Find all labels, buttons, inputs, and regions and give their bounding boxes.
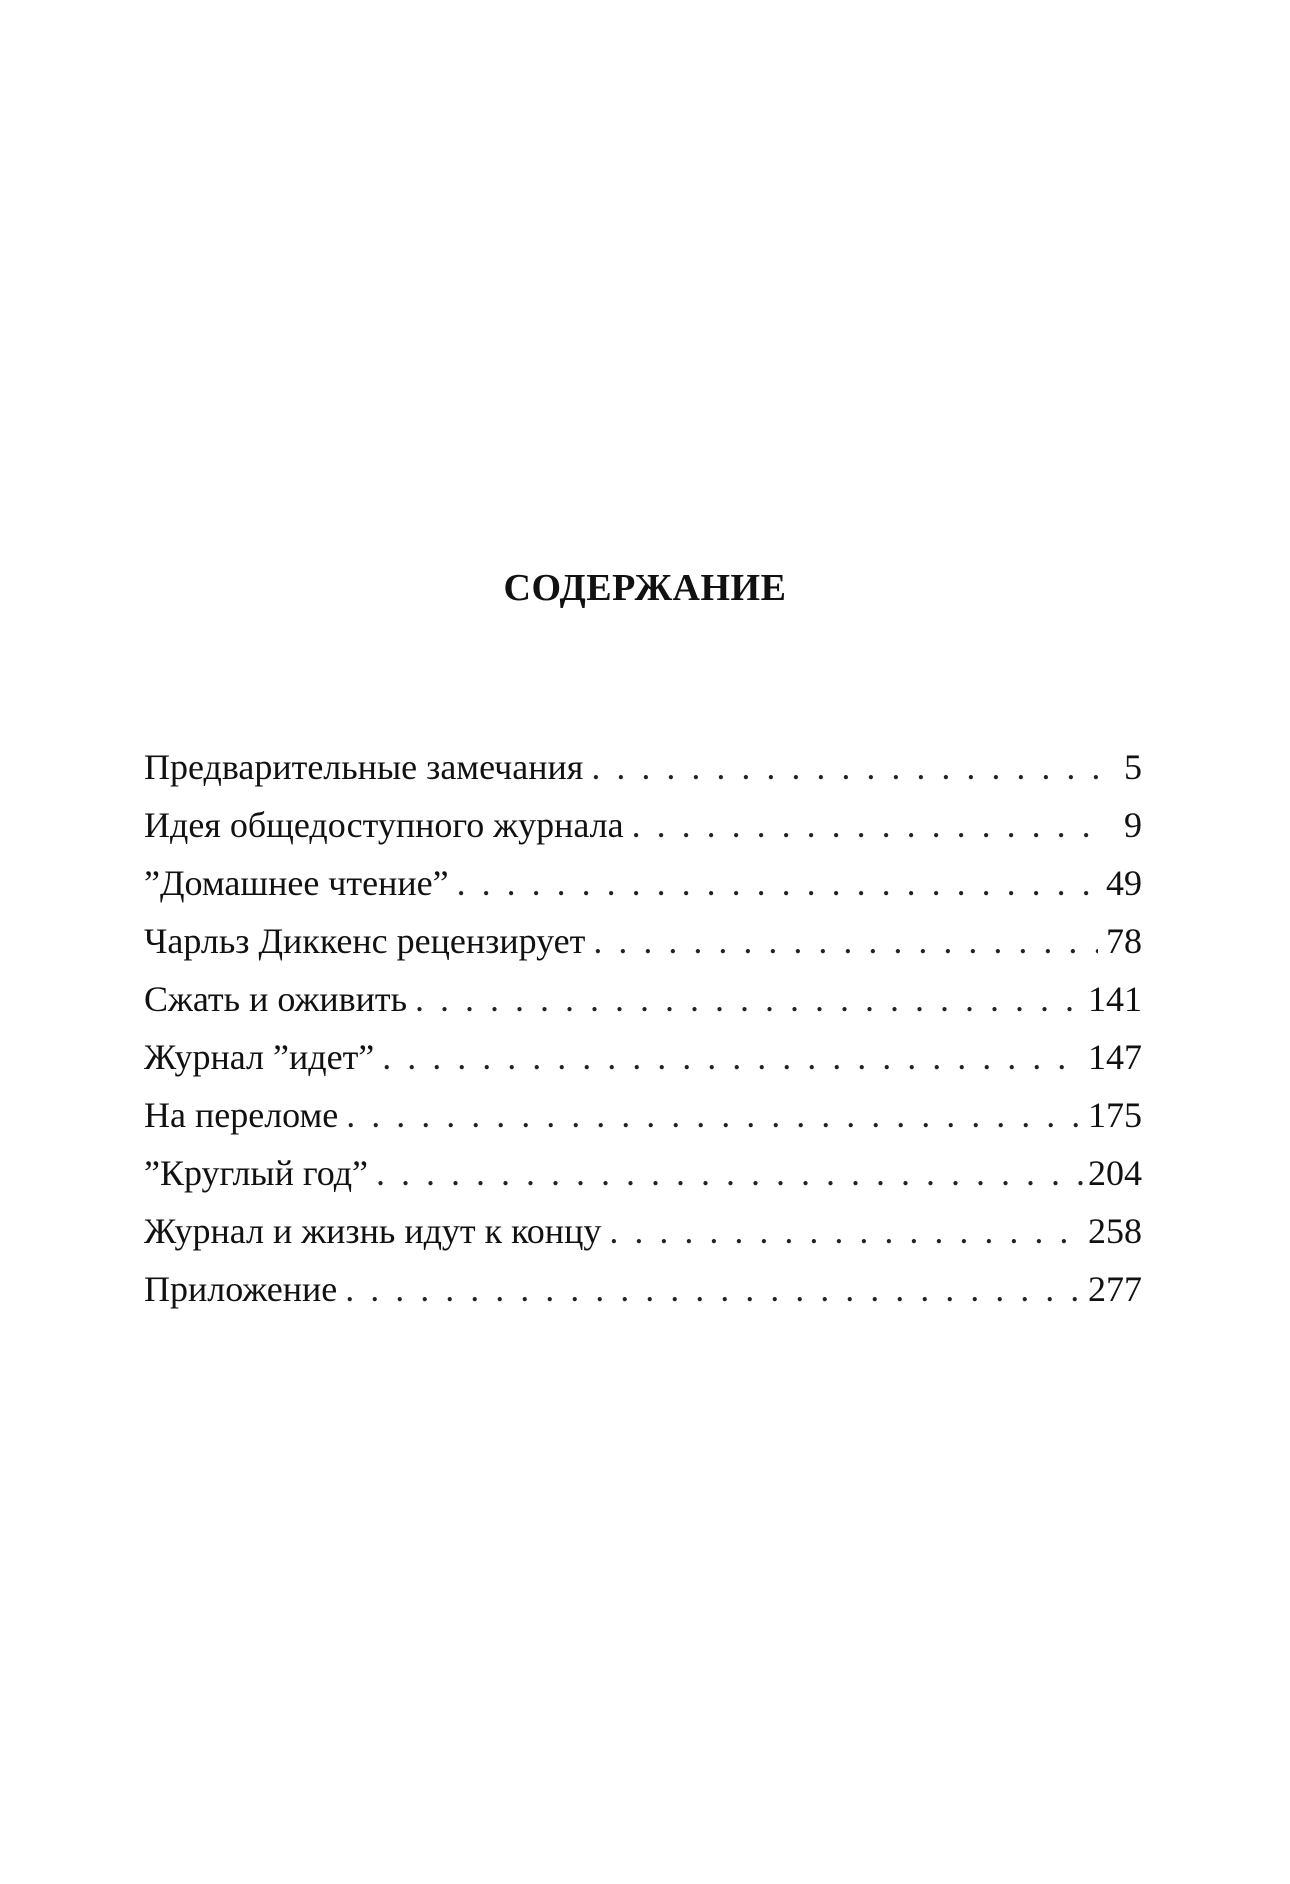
toc-entry-page: 78 — [1106, 921, 1142, 961]
toc-entry-page: 258 — [1088, 1211, 1142, 1251]
dot-leader — [632, 796, 1098, 854]
toc-entry-title: ”Домашнее чтение” — [144, 863, 449, 903]
dot-leader — [591, 738, 1098, 796]
toc-entry-page: 141 — [1088, 979, 1142, 1019]
toc-entry-title: Журнал ”идет” — [144, 1037, 375, 1077]
toc-entry — [144, 738, 1142, 796]
toc-entry-title: Журнал и жизнь идут к концу — [144, 1211, 602, 1251]
toc-entry-title: Предварительные замечания — [144, 747, 584, 787]
toc-entry — [144, 796, 1142, 854]
toc-entry-title: ”Круглый год” — [144, 1153, 368, 1193]
dot-leader — [345, 1260, 1084, 1318]
toc-entry-page: 5 — [1124, 747, 1142, 787]
toc-entry-page: 277 — [1088, 1269, 1142, 1309]
toc-entry — [144, 912, 1142, 970]
toc-entry-page: 175 — [1088, 1095, 1142, 1135]
toc-entry — [144, 1028, 1142, 1086]
toc-entry — [144, 1144, 1142, 1202]
dot-leader — [457, 854, 1098, 912]
toc-entry — [144, 854, 1142, 912]
dot-leader — [346, 1086, 1084, 1144]
toc-entry — [144, 1260, 1142, 1318]
toc-entry-title: Сжать и оживить — [144, 979, 408, 1019]
toc-heading: СОДЕРЖАНИЕ — [503, 567, 787, 609]
toc-entry-title: Приложение — [144, 1269, 338, 1309]
table-of-contents — [144, 738, 1142, 1318]
dot-leader — [382, 1028, 1084, 1086]
toc-entry-title: На переломе — [144, 1095, 339, 1135]
dot-leader — [376, 1144, 1084, 1202]
toc-entry-title: Чарльз Диккенс рецензирует — [144, 921, 586, 961]
toc-entry-page: 9 — [1124, 805, 1142, 845]
toc-entry — [144, 970, 1142, 1028]
toc-entry-title: Идея общедоступного журнала — [144, 805, 624, 845]
toc-entry — [144, 1202, 1142, 1260]
dot-leader — [415, 970, 1084, 1028]
toc-entry-page: 49 — [1106, 863, 1142, 903]
toc-entry — [144, 1086, 1142, 1144]
dot-leader — [593, 912, 1098, 970]
toc-entry-page: 147 — [1088, 1037, 1142, 1077]
toc-entry-page: 204 — [1088, 1153, 1142, 1193]
dot-leader — [609, 1202, 1084, 1260]
